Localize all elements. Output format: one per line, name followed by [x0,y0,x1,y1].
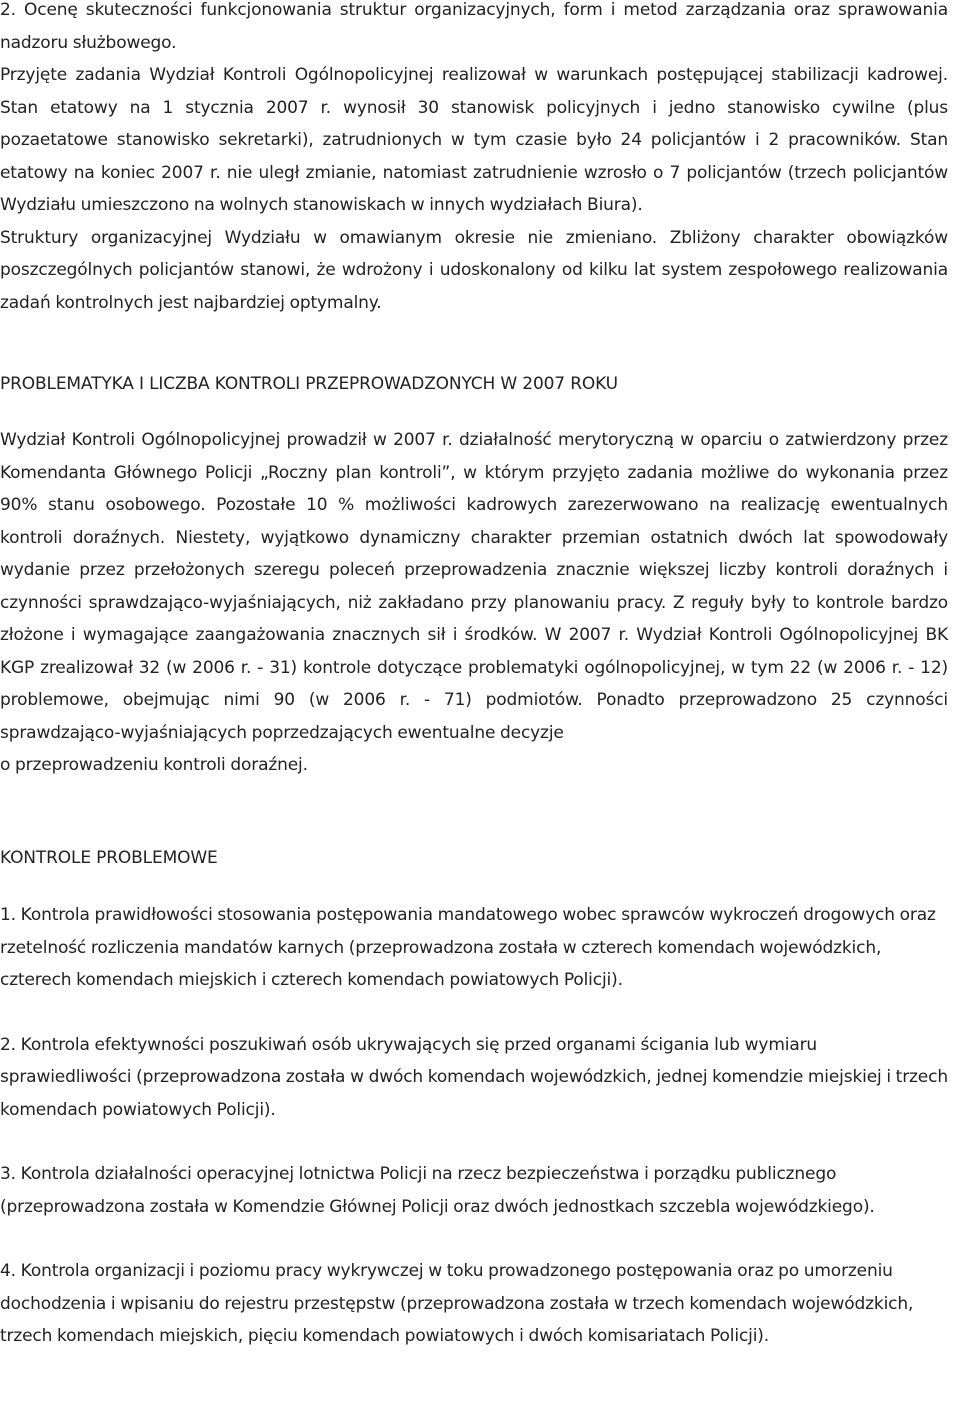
list-item: 3. Kontrola działalności operacyjnej lotnictwa Policji na rzecz bezpieczeństwa i porządku publicznego (przeprowadzona została w Komendzie Głównej Policji oraz dwóch jednostkach szczebla wojewódzkiego). [0,1164,875,1217]
paragraph-controls-overview: Wydział Kontroli Ogólnopolicyjnej prowadził w 2007 r. działalność merytoryczną w oparciu o zatwierdzony przez Komendanta Głównego Policji „Roczny plan kontroli”, w którym przyjęto zadania możliwe do wykonania przez 90% stanu osobowego. Pozostałe 10 % możliwości kadrowych zarezerwowano na realizację ewentualnych kontroli doraźnych. Niestety, wyjątkowo dynamiczny charakter przemian ostatnich dwóch lat spowodowały wydanie przez przełożonych szeregu poleceń przeprowadzenia znacznie większej liczby kontroli doraźnych i czynności sprawdzająco-wyjaśniających, niż zakładano przy planowaniu pracy. Z reguły były to kontrole bardzo złożone i wymagające zaangażowania znacznych sił i środków. W 2007 r. Wydział Kontroli Ogólnopolicyjnej BK KGP zrealizował 32 (w 2006 r. - 31) kontrole dotyczące problematyki ogólnopolicyjnej, w tym 22 (w 2006 r. - 12) problemowe, obejmując nimi 90 (w 2006 r. - 71) podmiotów. Ponadto przeprowadzono 25 czynności sprawdzająco-wyjaśniających poprzedzających ewentualne decyzje [0,430,948,743]
paragraph-controls-overview-end: o przeprowadzeniu kontroli doraźnej. [0,755,308,775]
top-section [0,0,954,319]
section-heading-problem-controls: KONTROLE PROBLEMOWE [0,848,218,868]
list-item: 1. Kontrola prawidłowości stosowania postępowania mandatowego wobec sprawców wykroczeń drogowych oraz rzetelność rozliczenia mandatów karnych (przeprowadzona została w czterech komendach wojewódzkich, czterech komendach miejskich i czterech komendach powiatowych Policji). [0,905,936,990]
section-heading-problems: PROBLEMATYKA I LICZBA KONTROLI PRZEPROWADZONYCH W 2007 ROKU [0,374,618,394]
problems-section [0,424,954,782]
list-item: 2. Kontrola efektywności poszukiwań osób ukrywających się przed organami ścigania lub wymiaru sprawiedliwości (przeprowadzona została w dwóch komendach wojewódzkich, jednej komendzie miejskiej i trzech komendach powiatowych Policji). [0,1034,948,1120]
paragraph-assessment-intro: 2. Ocenę skuteczności funkcjonowania struktur organizacyjnych, form i metod zarządzania oraz sprawowania nadzoru służbowego. [0,0,948,53]
problem-controls-list [0,899,954,1353]
paragraph-staffing: Przyjęte zadania Wydział Kontroli Ogólnopolicyjnej realizował w warunkach postępującej stabilizacji kadrowej. Stan etatowy na 1 stycznia 2007 r. wynosił 30 stanowisk policyjnych i jedno stanowisko cywilne (plus pozaetatowe stanowisko sekretarki), zatrudnionych w tym czasie było 24 policjantów i 2 pracowników. Stan etatowy na koniec 2007 r. nie uległ zmianie, natomiast zatrudnienie wzrosło o 7 policjantów (trzech policjantów Wydziału umieszczono na wolnych stanowiskach w innych wydziałach Biura). [0,65,948,215]
list-item: 4. Kontrola organizacji i poziomu pracy wykrywczej w toku prowadzonego postępowania oraz po umorzeniu dochodzenia i wpisaniu do rejestru przestępstw (przeprowadzona została w trzech komendach wojewódzkich, trzech komendach miejskich, pięciu komendach powiatowych i dwóch komisariatach Policji). [0,1261,914,1346]
paragraph-structure: Struktury organizacyjnej Wydziału w omawianym okresie nie zmieniano. Zbliżony charakter obowiązków poszczególnych policjantów stanowi, że wdrożony i udoskonalony od kilku lat system zespołowego realizowania zadań kontrolnych jest najbardziej optymalny. [0,227,948,313]
